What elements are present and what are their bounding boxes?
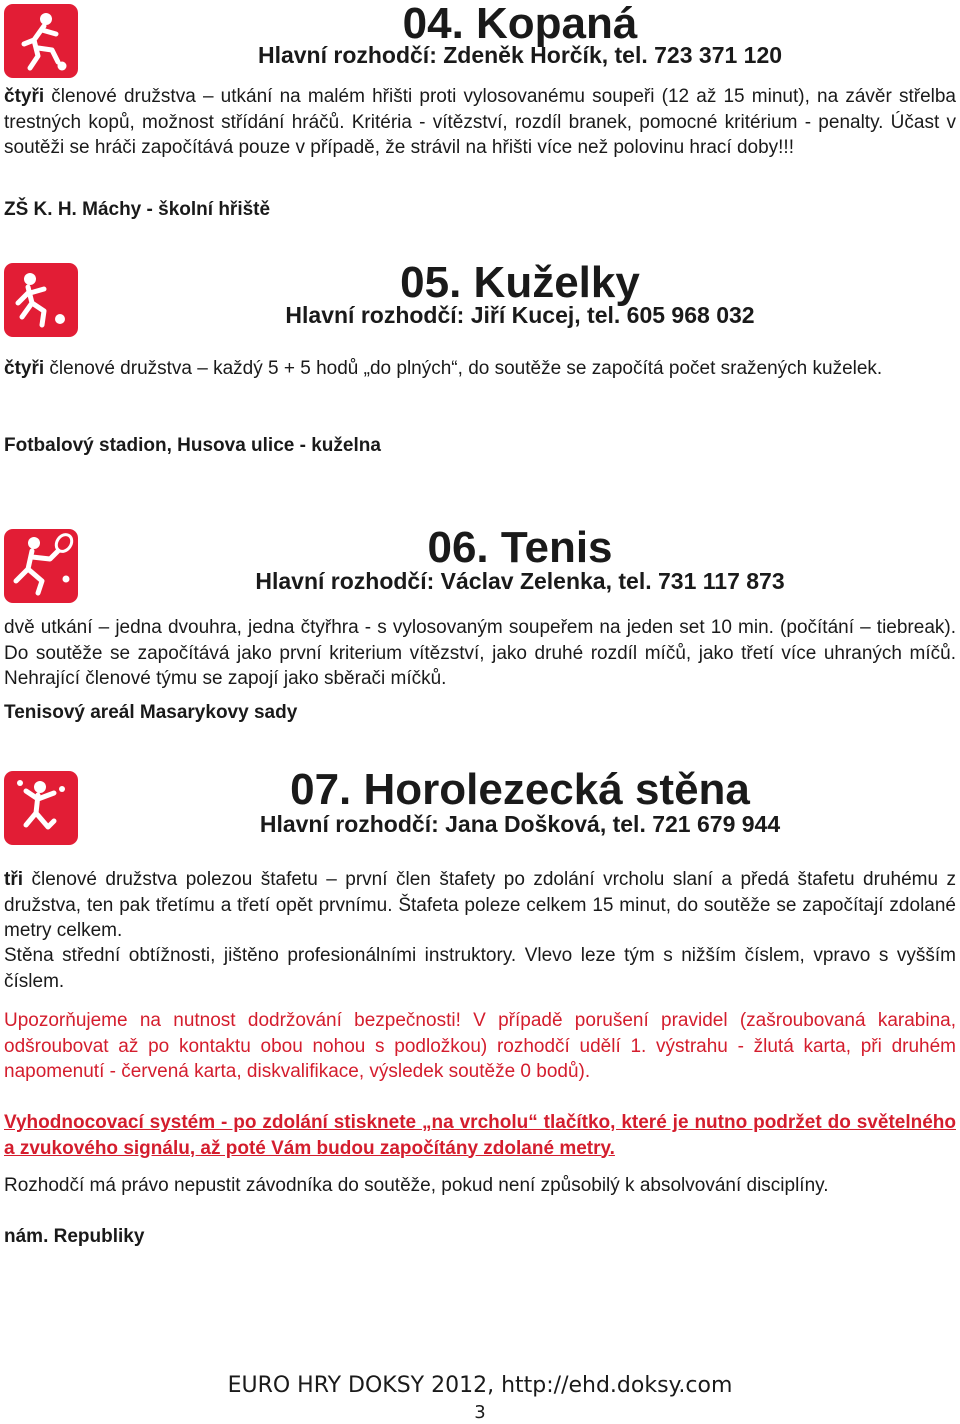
- referee-line: Hlavní rozhodčí: Jiří Kucej, tel. 605 968 032: [285, 302, 755, 328]
- location: ZŠ K. H. Máchy - školní hřiště: [4, 199, 271, 220]
- safety-warning: Upozorňujeme na nutnost dodržování bezpečnosti! V případě porušení pravidel (zašroubovaná karabina, odšroubovat až po kontaktu obou nohou s podložkou) rozhodčí udělí 1. výstrahu - žlutá karta, při druhém napomenutí - červená karta, diskvalifikace, výsledek soutěže 0 bodů).: [4, 1010, 956, 1082]
- team-count: tři: [4, 869, 23, 890]
- referee-line: Hlavní rozhodčí: Jana Došková, tel. 721 679 944: [259, 811, 781, 837]
- description-text: členové družstva – utkání na malém hřišti proti vylosovanému soupeři (12 až 15 minut), na závěr střelba trestných kopů, možnost střídání hráčů. Kritéria - vítězství, rozdíl branek, pomocné kritérium - penalty. Účast v soutěži se hráči započítává pouze v případě, že strávil na hřišti více než polovinu hrací doby!!!: [4, 86, 956, 158]
- location: nám. Republiky: [4, 1226, 145, 1247]
- section-description: [4, 356, 956, 382]
- location: Tenisový areál Masarykovy sady: [4, 702, 298, 723]
- location: Fotbalový stadion, Husova ulice - kuželna: [4, 435, 381, 456]
- section-description: [4, 867, 956, 944]
- section-description: [4, 84, 956, 161]
- team-count: čtyři: [4, 358, 45, 379]
- description-text: členové družstva polezou štafetu – první člen štafety po zdolání vrcholu slaní a předá štafetu druhému z družstva, ten pak třetímu a třetí opět prvnímu. Štafeta poleze celkem 15 minut, do soutěže se započítají zdolané metry celkem.: [4, 869, 956, 941]
- evaluation-system: Vyhodnocovací systém - po zdolání stisknete „na vrcholu“ tlačítko, které je nutno podržet do světelného a zvukového signálu, až poté Vám budou započítány zdolané metry.: [4, 1112, 956, 1159]
- description-text: dvě utkání – jedna dvouhra, jedna čtyřhra - s vylosovaným soupeřem na jeden set 10 min. (počítání – tiebreak). Do soutěže se započítává jako první kriterium vítězství, jako druhé rozdíl míčů, jako třetí více uhraných míčů. Nehrající členové týmu se zapojí jako sběrači míčků.: [4, 617, 956, 689]
- referee-line: Hlavní rozhodčí: Václav Zelenka, tel. 731 117 873: [255, 568, 785, 594]
- page-number: 3: [474, 1402, 486, 1423]
- referee-line: Hlavní rozhodčí: Zdeněk Horčík, tel. 723 371 120: [257, 42, 783, 68]
- section-title: 07. Horolezecká stěna: [290, 765, 750, 814]
- section-title: 06. Tenis: [427, 523, 613, 572]
- section-title: 05. Kuželky: [400, 258, 640, 307]
- page-footer: EURO HRY DOKSY 2012, http://ehd.doksy.com: [227, 1373, 733, 1398]
- section-title: 04. Kopaná: [402, 0, 638, 48]
- wall-info: Stěna střední obtížnosti, jištěno profesionálními instruktory. Vlevo leze tým s nižším číslem, vpravo s vyšším číslem.: [4, 945, 956, 992]
- description-text: členové družstva – každý 5 + 5 hodů „do plných“, do soutěže se započítá počet sražených kuželek.: [44, 358, 883, 379]
- team-count: čtyři: [4, 86, 45, 107]
- discipline-note: Rozhodčí má právo nepustit závodníka do soutěže, pokud není způsobilý k absolvování disciplíny.: [4, 1175, 829, 1196]
- section-description: [4, 615, 956, 692]
